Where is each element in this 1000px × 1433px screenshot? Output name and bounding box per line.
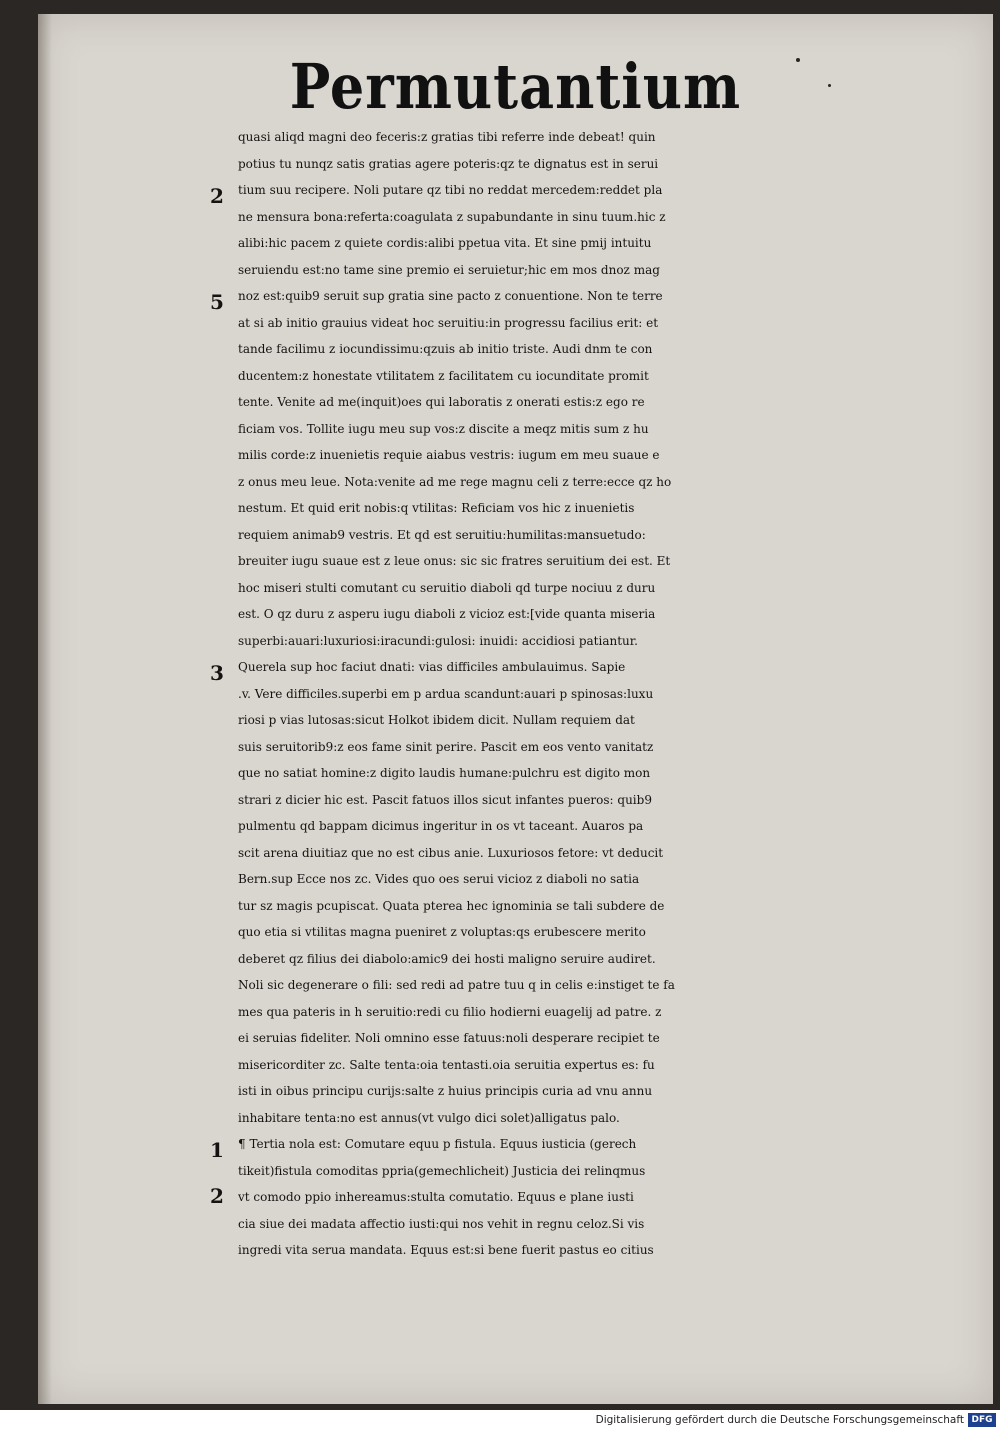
- text-line: tium suu recipere. Noli putare qz tibi no reddat mercedem:reddet pla: [238, 183, 663, 197]
- margin-number: 1: [210, 1138, 224, 1162]
- text-line: ei seruias fideliter. Noli omnino esse fatuus:noli desperare recipiet te: [238, 1031, 660, 1045]
- text-line: seruiendu est:no tame sine premio ei seruietur;hic em mos dnoz mag: [238, 262, 660, 277]
- text-line: ne mensura bona:referta:coagulata z supabundante in sinu tuum.hic z: [238, 209, 666, 224]
- text-line: scit arena diuitiaz que no est cibus anie. Luxuriosos fetore: vt deducit: [238, 845, 664, 860]
- footer-bar: [0, 1410, 1000, 1433]
- text-line: tur sz magis pcupiscat. Quata pterea hec ignominia se tali subdere de: [238, 898, 665, 913]
- page-heading: Permutantium: [289, 49, 742, 123]
- dfg-logo: DFG: [968, 1413, 996, 1427]
- text-line: superbi:auari:luxuriosi:iracundi:gulosi: inuidi: accidiosi patiantur.: [238, 633, 638, 648]
- text-line: nestum. Et quid erit nobis:q vtilitas: Reficiam vos hic z inuenietis: [238, 501, 635, 515]
- text-line: requiem animab9 vestris. Et qd est seruitiu:humilitas:mansuetudo:: [238, 527, 646, 542]
- text-line: suis seruitorib9:z eos fame sinit perire. Pascit em eos vento vanitatz: [238, 739, 654, 754]
- text-line: Bern.sup Ecce nos zc. Vides quo oes serui vicioz z diaboli no satia: [238, 872, 640, 886]
- text-line: tikeit)fistula comoditas ppria(gemechlicheit) Justicia dei relinqmus: [238, 1163, 646, 1178]
- text-line: potius tu nunqz satis gratias agere poteris:qz te dignatus est in serui: [238, 156, 659, 171]
- margin-number: 2: [210, 184, 224, 208]
- text-line: at si ab initio grauius videat hoc seruitiu:in progressu facilius erit: et: [238, 315, 659, 330]
- margin-number: 2: [210, 1184, 224, 1208]
- text-line: tande facilimu z iocundissimu:qzuis ab initio triste. Audi dnm te con: [238, 342, 653, 356]
- gutter-shadow: [38, 14, 52, 1404]
- text-line: inhabitare tenta:no est annus(vt vulgo dici solet)alligatus palo.: [238, 1110, 620, 1125]
- text-line: Noli sic degenerare o fili: sed redi ad patre tuu q in celis e:instiget te fa: [238, 978, 675, 992]
- text-line: vt comodo ppio inhereamus:stulta comutatio. Equus e plane iusti: [238, 1190, 634, 1204]
- funding-notice: Digitalisierung gefördert durch die Deutsche Forschungsgemeinschaft: [595, 1414, 964, 1426]
- text-line: noz est:quib9 seruit sup gratia sine pacto z conuentione. Non te terre: [238, 289, 663, 303]
- text-line: quo etia si vtilitas magna pueniret z voluptas:qs erubescere merito: [238, 925, 646, 939]
- text-line: pulmentu qd bappam dicimus ingeritur in os vt taceant. Auaros pa: [238, 819, 644, 833]
- text-line: misericorditer zc. Salte tenta:oia tentasti.oia seruitia expertus es: fu: [238, 1057, 655, 1072]
- text-line: deberet qz filius dei diabolo:amic9 dei hosti maligno seruire audiret.: [238, 951, 656, 966]
- text-line: isti in oibus principu curijs:salte z huius principis curia ad vnu annu: [238, 1084, 653, 1098]
- margin-number: 5: [210, 290, 224, 314]
- text-line: ficiam vos. Tollite iugu meu sup vos:z discite a meqz mitis sum z hu: [238, 421, 649, 436]
- text-line: breuiter iugu suaue est z leue onus: sic sic fratres seruitium dei est. Et: [238, 554, 671, 568]
- text-line: ¶ Tertia nola est: Comutare equu p fistula. Equus iusticia (gerech: [238, 1137, 637, 1151]
- text-line: hoc miseri stulti comutant cu seruitio diaboli qd turpe nociuu z duru: [238, 580, 656, 595]
- text-line: z onus meu leue. Nota:venite ad me rege magnu celi z terre:ecce qz ho: [238, 474, 672, 489]
- text-line: .v. Vere difficiles.superbi em p ardua scandunt:auari p spinosas:luxu: [238, 686, 654, 701]
- book-page: [38, 14, 993, 1404]
- body-text: [238, 124, 988, 1264]
- text-line: ducentem:z honestate vtilitatem z facilitatem cu iocunditate promit: [238, 368, 649, 383]
- text-line: quasi aliqd magni deo feceris:z gratias tibi referre inde debeat! quin: [238, 130, 656, 144]
- text-line: strari z dicier hic est. Pascit fatuos illos sicut infantes pueros: quib9: [238, 792, 652, 807]
- text-line: cia siue dei madata affectio iusti:qui nos vehit in regnu celoz.Si vis: [238, 1216, 645, 1231]
- text-line: est. O qz duru z asperu iugu diaboli z vicioz est:[vide quanta miseria: [238, 607, 656, 621]
- text-line: riosi p vias lutosas:sicut Holkot ibidem dicit. Nullam requiem dat: [238, 713, 635, 727]
- text-line: ingredi vita serua mandata. Equus est:si bene fuerit pastus eo citius: [238, 1243, 654, 1257]
- text-line: que no satiat homine:z digito laudis humane:pulchru est digito mon: [238, 766, 651, 780]
- text-line: Querela sup hoc faciut dnati: vias difficiles ambulauimus. Sapie: [238, 660, 626, 674]
- text-line: mes qua pateris in h seruitio:redi cu filio hodierni euagelij ad patre. z: [238, 1004, 662, 1019]
- ink-speck: [828, 84, 831, 87]
- margin-number: 3: [210, 661, 224, 685]
- text-line: milis corde:z inuenietis requie aiabus vestris: iugum em meu suaue e: [238, 448, 660, 462]
- ink-speck: [796, 58, 800, 62]
- text-line: tente. Venite ad me(inquit)oes qui laboratis z onerati estis:z ego re: [238, 395, 645, 409]
- text-line: alibi:hic pacem z quiete cordis:alibi ppetua vita. Et sine pmij intuitu: [238, 236, 652, 250]
